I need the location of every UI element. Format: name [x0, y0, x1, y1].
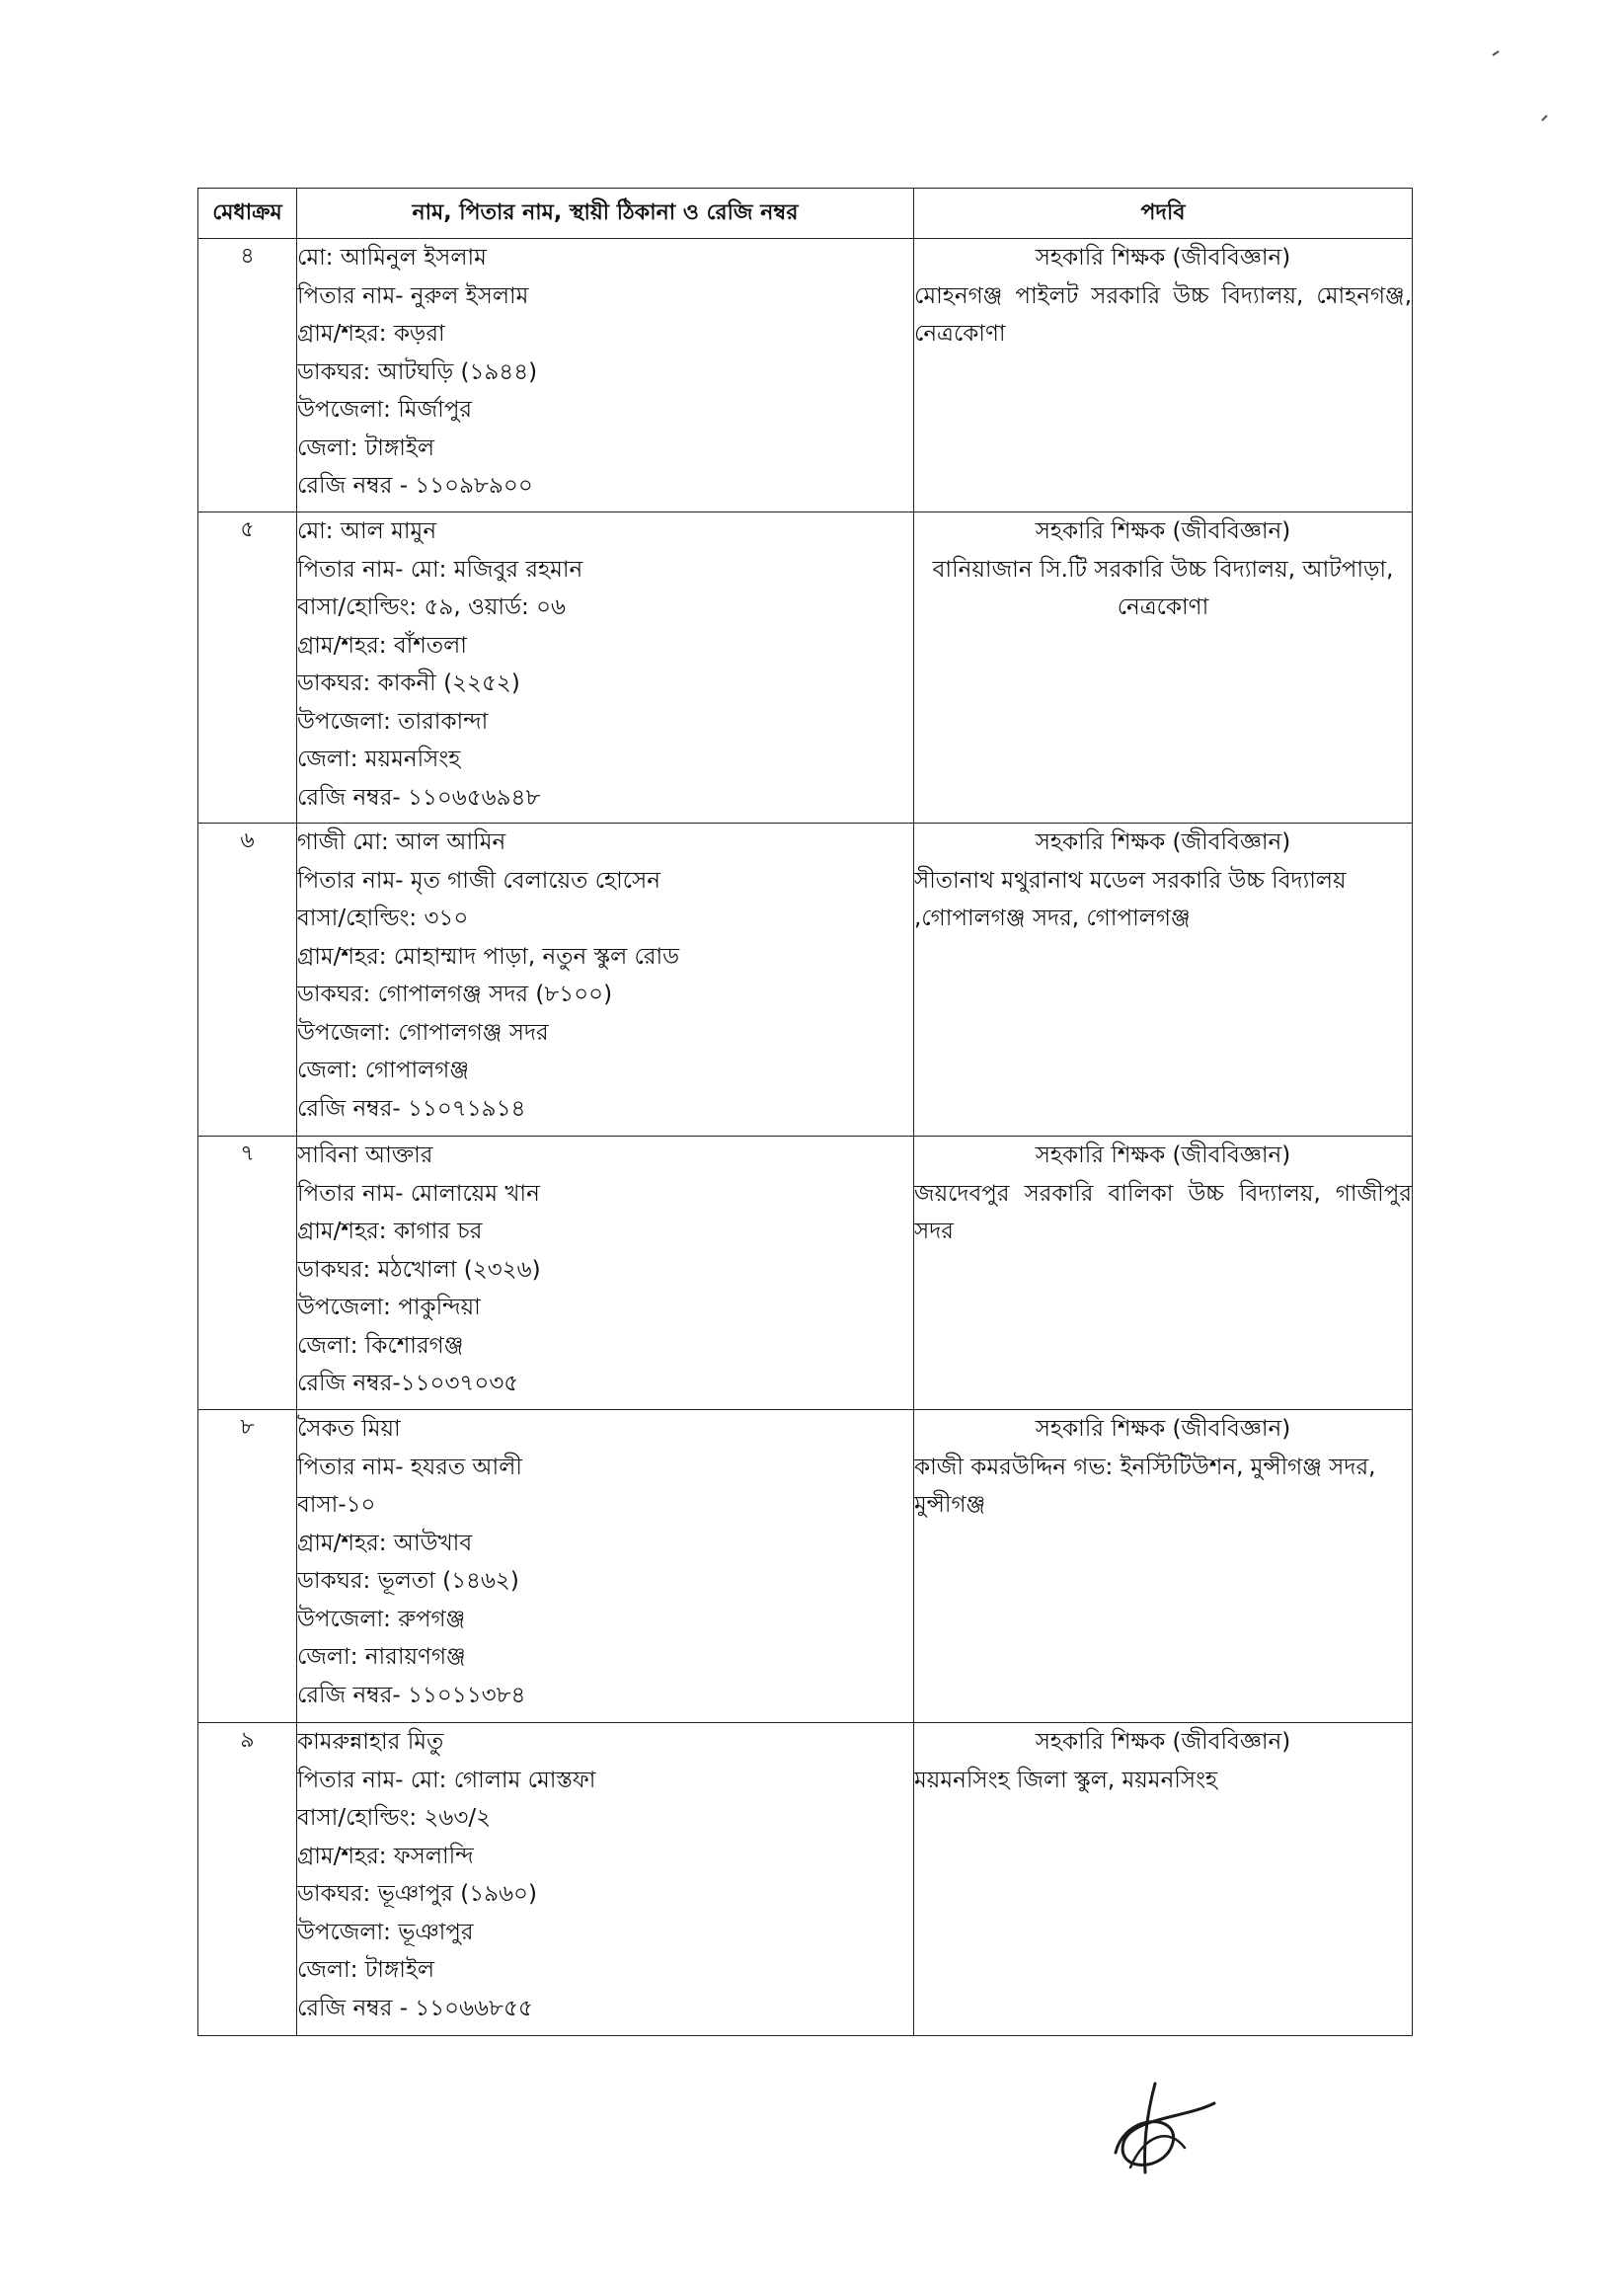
registration-number: রেজি নম্বর- ১১০৬৫৬৯৪৮ [297, 784, 541, 811]
rank-cell: ৯ [198, 1723, 297, 2036]
holding: বাসা-১০ [297, 1492, 376, 1518]
father-name: পিতার নাম- মো: মজিবুর রহমান [297, 556, 583, 583]
candidate-info-cell [297, 824, 914, 1137]
table-row [198, 512, 1413, 824]
rank-cell: ৪ [198, 239, 297, 512]
post-office: ডাকঘর: ভূলতা (১৪৬২) [297, 1568, 519, 1594]
scan-mark-icon [1481, 39, 1560, 138]
village: গ্রাম/শহর: কাগার চর [297, 1219, 483, 1244]
upazila: উপজেলা: রুপগঞ্জ [297, 1606, 466, 1632]
district: জেলা: টাঙ্গাইল [297, 1957, 435, 1983]
school-name: কাজী কমরউদ্দিন গভ: ইনস্টিটিউশন, মুন্সীগঞ্জ সদর, মুন্সীগঞ্জ [914, 1454, 1376, 1518]
post-title: সহকারি শিক্ষক (জীববিজ্ঞান) [1035, 1729, 1291, 1755]
upazila: উপজেলা: পাকুন্দিয়া [297, 1295, 481, 1320]
candidate-name: সৈকত মিয়া [297, 1416, 401, 1442]
table-row [198, 824, 1413, 1137]
rank-cell: ৬ [198, 824, 297, 1137]
post-cell [914, 239, 1413, 512]
registration-number: রেজি নম্বর - ১১০৯৮৯০০ [297, 473, 533, 499]
district: জেলা: ময়মনসিংহ [297, 747, 461, 772]
post-cell [914, 1723, 1413, 2036]
candidate-info-cell [297, 239, 914, 512]
father-name: পিতার নাম- হযরত আলী [297, 1454, 522, 1480]
upazila: উপজেলা: মির্জাপুর [297, 397, 473, 423]
table-row [198, 1723, 1413, 2036]
district: জেলা: গোপালগঞ্জ [297, 1058, 469, 1083]
registration-number: রেজি নম্বর - ১১০৬৬৮৫৫ [297, 1995, 533, 2021]
registration-number: রেজি নম্বর- ১১০৭১৯১৪ [297, 1095, 526, 1122]
post-title: সহকারি শিক্ষক (জীববিজ্ঞান) [1035, 829, 1291, 855]
candidate-name: মো: আল মামুন [297, 518, 437, 544]
header-info: নাম, পিতার নাম, স্থায়ী ঠিকানা ও রেজি নম্বর [297, 189, 914, 239]
signature-icon [1086, 2074, 1224, 2182]
holding: বাসা/হোল্ডিং: ২৬৩/২ [297, 1805, 492, 1831]
upazila: উপজেলা: ভূঞাপুর [297, 1919, 474, 1945]
candidate-name: সাবিনা আক্তার [297, 1142, 433, 1168]
school-name: জয়দেবপুর সরকারি বালিকা উচ্চ বিদ্যালয়, গাজীপুর সদর [914, 1180, 1412, 1244]
candidate-name: গাজী মো: আল আমিন [297, 829, 506, 855]
post-title: সহকারি শিক্ষক (জীববিজ্ঞান) [1035, 245, 1291, 271]
holding: বাসা/হোল্ডিং: ৫৯, ওয়ার্ড: ০৬ [297, 594, 566, 620]
candidate-info-cell [297, 512, 914, 824]
upazila: উপজেলা: গোপালগঞ্জ সদর [297, 1019, 549, 1046]
school-name: মোহনগঞ্জ পাইলট সরকারি উচ্চ বিদ্যালয়, মোহনগঞ্জ, নেত্রকোণা [914, 282, 1412, 347]
upazila: উপজেলা: তারাকান্দা [297, 708, 489, 735]
rank-cell: ৮ [198, 1410, 297, 1723]
candidate-name: মো: আমিনুল ইসলাম [297, 245, 487, 271]
post-office: ডাকঘর: কাকনী (২২৫২) [297, 670, 520, 696]
table-header-row [198, 189, 1413, 239]
candidate-info-cell [297, 1137, 914, 1410]
post-cell [914, 512, 1413, 824]
district: জেলা: কিশোরগঞ্জ [297, 1332, 464, 1359]
school-name: ময়মনসিংহ জিলা স্কুল, ময়মনসিংহ [914, 1767, 1218, 1793]
village: গ্রাম/শহর: কড়রা [297, 321, 445, 347]
post-cell [914, 1137, 1413, 1410]
father-name: পিতার নাম- নুরুল ইসলাম [297, 282, 529, 309]
village: গ্রাম/শহর: বাঁশতলা [297, 632, 467, 659]
table-row [198, 1137, 1413, 1410]
post-office: ডাকঘর: ভূঞাপুর (১৯৬০) [297, 1881, 537, 1907]
header-rank: মেধাক্রম [198, 189, 297, 239]
village: গ্রাম/শহর: ফসলান্দি [297, 1843, 474, 1869]
candidate-info-cell [297, 1410, 914, 1723]
post-office: ডাকঘর: গোপালগঞ্জ সদর (৮১০০) [297, 982, 613, 1007]
registration-number: রেজি নম্বর-১১০৩৭০৩৫ [297, 1371, 519, 1396]
rank-cell: ৭ [198, 1137, 297, 1410]
school-name: সীতানাথ মথুরানাথ মডেল সরকারি উচ্চ বিদ্যালয় ,গোপালগঞ্জ সদর, গোপালগঞ্জ [914, 867, 1347, 931]
candidate-info-cell [297, 1723, 914, 2036]
registration-number: রেজি নম্বর- ১১০১১৩৮৪ [297, 1682, 526, 1708]
post-cell [914, 1410, 1413, 1723]
post-title: সহকারি শিক্ষক (জীববিজ্ঞান) [1035, 1416, 1291, 1442]
father-name: পিতার নাম- মৃত গাজী বেলায়েত হোসেন [297, 867, 660, 894]
post-office: ডাকঘর: আটঘড়ি (১৯৪৪) [297, 358, 538, 385]
post-office: ডাকঘর: মঠখোলা (২৩২৬) [297, 1256, 541, 1283]
village: গ্রাম/শহর: আউখাব [297, 1530, 473, 1556]
table-row [198, 1410, 1413, 1723]
table-row [198, 239, 1413, 512]
father-name: পিতার নাম- মোলায়েম খান [297, 1180, 540, 1207]
father-name: পিতার নাম- মো: গোলাম মোস্তফা [297, 1767, 596, 1793]
holding: বাসা/হোল্ডিং: ৩১০ [297, 905, 469, 931]
district: জেলা: নারায়ণগঞ্জ [297, 1644, 466, 1670]
village: গ্রাম/শহর: মোহাম্মাদ পাড়া, নতুন স্কুল রোড [297, 943, 680, 970]
school-name: বানিয়াজান সি.টি সরকারি উচ্চ বিদ্যালয়, আটপাড়া, নেত্রকোণা [932, 556, 1394, 620]
merit-list-table [197, 188, 1413, 2036]
header-post: পদবি [914, 189, 1413, 239]
post-title: সহকারি শিক্ষক (জীববিজ্ঞান) [1035, 518, 1291, 544]
candidate-name: কামরুন্নাহার মিতু [297, 1729, 444, 1755]
rank-cell: ৫ [198, 512, 297, 824]
post-cell [914, 824, 1413, 1137]
district: জেলা: টাঙ্গাইল [297, 434, 435, 461]
post-title: সহকারি শিক্ষক (জীববিজ্ঞান) [1035, 1142, 1291, 1168]
